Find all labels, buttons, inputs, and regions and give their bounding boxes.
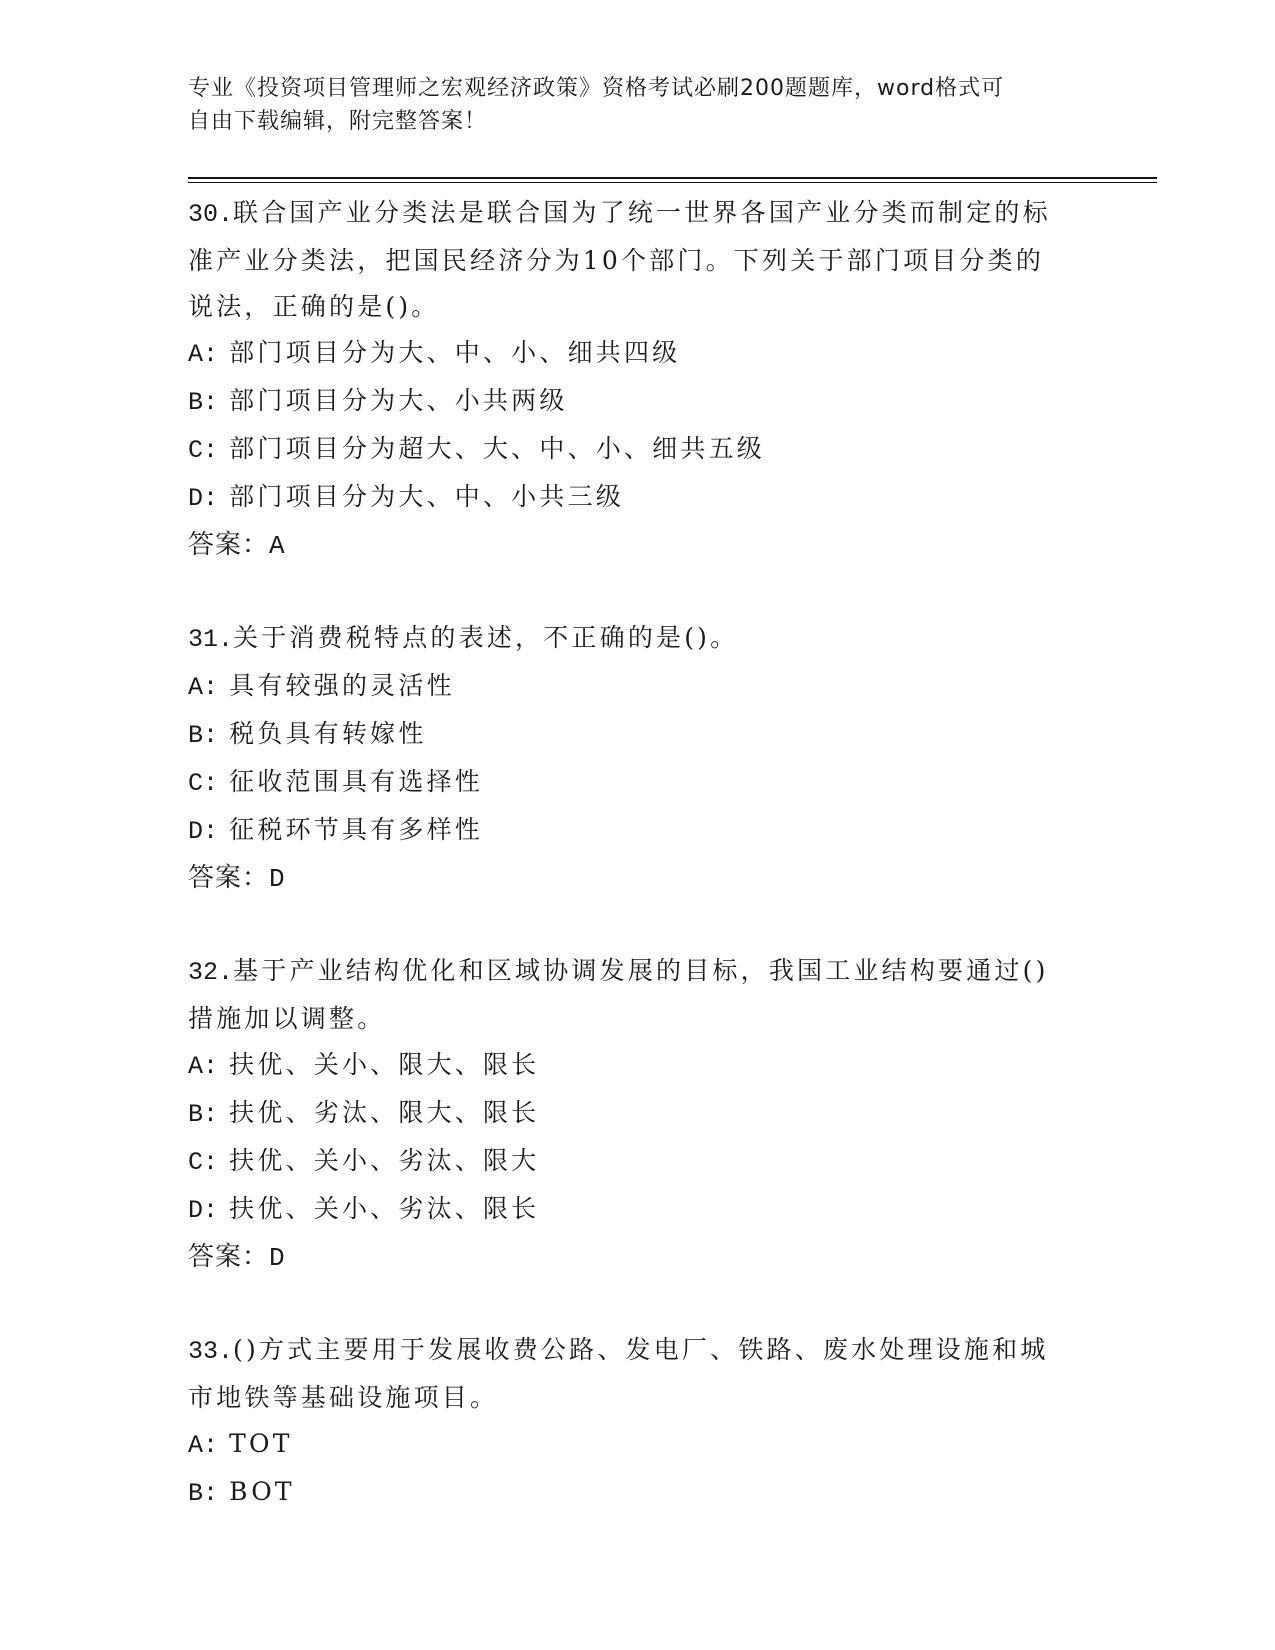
answer-option [188,474,1088,522]
answer-value: D [269,864,286,894]
header-line-2: 自由下载编辑，附完整答案！ [188,109,488,134]
answer-line [188,855,1088,902]
question-number: 31. [188,625,234,654]
answer-option [188,1042,1088,1090]
answer-option [188,759,1088,807]
question-stem-text: 准产业分类法，把国民经济分为10个部门。下列关于部门项目分类的 [188,246,1045,275]
answer-option [188,1469,1088,1517]
document-header [188,72,1088,138]
question-stem-line [188,615,1088,663]
question-stem-text: ()方式主要用于发展收费公路、发电厂、铁路、废水处理设施和城 [233,1335,1049,1364]
answer-option [188,807,1088,855]
option-spacer [218,1146,229,1175]
option-text: 征税环节具有多样性 [229,815,483,844]
question-block [188,1327,1088,1517]
option-key: A: [188,340,219,369]
answer-option [188,1421,1088,1469]
option-text: 扶优、关小、劣汰、限长 [229,1194,540,1223]
header-divider-thick [188,177,1157,179]
option-key: B: [188,1479,219,1508]
answer-option [188,426,1088,474]
answer-option [188,663,1088,711]
option-spacer [218,434,229,463]
answer-line [188,522,1088,569]
option-spacer [218,482,229,511]
question-stem-line [188,948,1088,996]
question-stem-line [188,1327,1088,1375]
question-stem-text: 措施加以调整。 [188,1004,386,1033]
option-spacer [218,1477,229,1506]
option-text: 部门项目分为超大、大、中、小、细共五级 [229,434,765,463]
option-spacer [218,767,229,796]
question-list [188,190,1088,1517]
question-stem-line [188,1375,1088,1421]
question-stem-text: 关于消费税特点的表述，不正确的是()。 [233,623,739,652]
option-key: A: [188,1431,219,1460]
option-key: A: [188,1052,219,1081]
option-spacer [218,671,229,700]
answer-label: 答案： [188,530,270,560]
question-block [188,948,1088,1281]
question-stem-line [188,238,1088,284]
answer-option [188,1090,1088,1138]
option-key: D: [188,817,219,846]
option-key: B: [188,388,219,417]
option-key: C: [188,1148,219,1177]
question-block [188,615,1088,902]
option-key: D: [188,1196,219,1225]
option-text: BOT [229,1477,295,1506]
header-divider-thin [188,182,1157,183]
option-spacer [218,1429,229,1458]
option-text: 扶优、关小、限大、限长 [229,1050,540,1079]
option-text: 部门项目分为大、小共两级 [229,386,568,415]
question-number: 30. [188,200,234,229]
question-block [188,190,1088,569]
question-number: 32. [188,958,234,987]
option-spacer [218,1098,229,1127]
answer-option [188,1138,1088,1186]
option-text: 扶优、关小、劣汰、限大 [229,1146,540,1175]
question-stem-text: 基于产业结构优化和区域协调发展的目标，我国工业结构要通过() [233,956,1049,985]
option-key: D: [188,484,219,513]
question-stem-line [188,190,1088,238]
option-key: C: [188,769,219,798]
question-stem-line [188,284,1088,330]
option-key: C: [188,436,219,465]
answer-value: D [269,1243,286,1273]
option-key: A: [188,673,219,702]
answer-value: A [269,531,286,561]
question-stem-text: 说法，正确的是()。 [188,292,440,321]
answer-option [188,378,1088,426]
option-spacer [218,338,229,367]
option-key: B: [188,721,219,750]
question-stem-text: 联合国产业分类法是联合国为了统一世界各国产业分类而制定的标 [233,198,1051,227]
option-text: 部门项目分为大、中、小、细共四级 [229,338,681,367]
option-text: TOT [229,1429,293,1458]
answer-option [188,711,1088,759]
option-text: 部门项目分为大、中、小共三级 [229,482,624,511]
answer-label: 答案： [188,1242,270,1272]
answer-line [188,1234,1088,1281]
question-stem-line [188,996,1088,1042]
option-spacer [218,719,229,748]
question-stem-text: 市地铁等基础设施项目。 [188,1383,499,1412]
header-line-1: 专业《投资项目管理师之宏观经济政策》资格考试必刷200题题库，word格式可 [188,76,1005,101]
option-spacer [218,1050,229,1079]
option-text: 征收范围具有选择性 [229,767,483,796]
answer-option [188,330,1088,378]
option-text: 税负具有转嫁性 [229,719,427,748]
option-text: 扶优、劣汰、限大、限长 [229,1098,540,1127]
answer-option [188,1186,1088,1234]
option-key: B: [188,1100,219,1129]
option-spacer [218,815,229,844]
answer-label: 答案： [188,863,270,893]
option-spacer [218,386,229,415]
option-spacer [218,1194,229,1223]
question-number: 33. [188,1337,234,1366]
option-text: 具有较强的灵活性 [229,671,455,700]
